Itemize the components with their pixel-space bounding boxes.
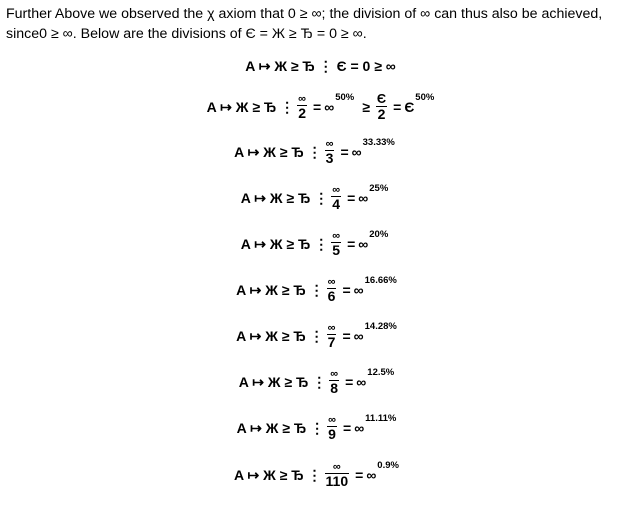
fraction-denominator: 3: [325, 150, 334, 166]
power-result: [351, 137, 395, 160]
equals-sign: =: [355, 467, 364, 483]
fraction-denominator: 7: [327, 334, 336, 350]
division-row-9: [0, 414, 637, 442]
equals-sign: =: [347, 236, 356, 252]
fraction-numerator: ∞: [327, 322, 336, 334]
fraction-denominator: 110: [325, 473, 349, 489]
ge-sign: ≥: [362, 99, 370, 115]
fraction: [331, 184, 341, 212]
power-result-2: [404, 92, 435, 115]
fraction: [325, 461, 350, 489]
power-base: ∞: [358, 236, 369, 252]
equation-lhs: A ↦ Ж ≥ Ђ ⋮: [236, 420, 325, 436]
fraction-numerator: ∞: [330, 368, 339, 380]
power-base: ∞: [354, 420, 365, 436]
division-row-6: [0, 276, 637, 304]
equals-sign: =: [340, 144, 349, 160]
power-base: Є: [404, 99, 415, 115]
power-exponent: 0.9%: [377, 460, 399, 471]
power-base: ∞: [356, 374, 367, 390]
equation-lhs: A ↦ Ж ≥ Ђ ⋮: [238, 374, 327, 390]
equals-sign: =: [393, 99, 402, 115]
division-row-110: [0, 461, 637, 489]
fraction-numerator: ∞: [328, 414, 336, 426]
division-row-3: [0, 138, 635, 166]
intro-line-2: since0 ≥ ∞. Below are the divisions of Є = Ж ≥ Ђ = 0 ≥ ∞.: [6, 26, 367, 42]
fraction-denominator: 2: [298, 105, 306, 121]
equation-lhs: A ↦ Ж ≥ Ђ ⋮: [206, 99, 295, 115]
power-base: ∞: [324, 99, 335, 115]
fraction-numerator: ∞: [298, 93, 307, 105]
fraction-numerator: Є: [376, 91, 387, 106]
power-exponent: 33.33%: [362, 137, 395, 148]
fraction-numerator: ∞: [332, 230, 341, 242]
fraction-numerator: ∞: [332, 461, 341, 473]
equals-sign: =: [345, 374, 354, 390]
power-result: [356, 367, 395, 390]
fraction-denominator: 4: [332, 196, 341, 212]
fraction-denominator: 5: [332, 242, 341, 258]
power-base: ∞: [353, 328, 364, 344]
fraction: [331, 230, 341, 258]
fraction: [325, 138, 335, 166]
power-result: [353, 275, 397, 298]
power-exponent: 25%: [369, 183, 389, 194]
equation-lhs: A ↦ Ж ≥ Ђ ⋮: [236, 282, 324, 298]
fraction: [297, 93, 307, 121]
intro-paragraph: [6, 4, 638, 44]
fraction-denominator: 9: [328, 426, 336, 442]
power-exponent: 12.5%: [367, 367, 395, 378]
power-base: ∞: [366, 467, 377, 483]
equation-lhs: A ↦ Ж ≥ Ђ ⋮: [240, 236, 329, 252]
equation-row-0: [0, 58, 641, 74]
power-base: ∞: [358, 190, 369, 206]
equation-row-1: [0, 92, 641, 122]
fraction: [327, 414, 337, 442]
division-row-7: [0, 322, 637, 350]
equals-sign: =: [343, 420, 352, 436]
power-result: [324, 92, 355, 115]
power-result: [353, 321, 397, 344]
intro-line-1: Further Above we observed the χ axiom that 0 ≥ ∞; the division of ∞ can thus also be achieved,: [6, 6, 603, 22]
equation-lhs: A ↦ Ж ≥ Ђ ⋮: [234, 467, 322, 483]
equation-lhs: A ↦ Ж ≥ Ђ ⋮: [234, 144, 322, 160]
equation-lhs: A ↦ Ж ≥ Ђ ⋮: [240, 190, 329, 206]
fraction: [329, 368, 339, 396]
division-row-4: [0, 184, 635, 212]
power-base: ∞: [353, 282, 364, 298]
fraction-denominator: 8: [330, 380, 339, 396]
power-result: [354, 413, 397, 436]
power-exponent: 14.28%: [364, 321, 397, 332]
power-exponent: 50%: [415, 92, 435, 103]
power-result: [358, 183, 389, 206]
fraction-numerator: ∞: [325, 138, 334, 150]
equals-sign: =: [342, 282, 351, 298]
fraction-denominator: 6: [327, 288, 336, 304]
equals-sign: =: [313, 99, 322, 115]
equals-sign: =: [342, 328, 351, 344]
equation-lhs: A ↦ Ж ≥ Ђ ⋮ Є = 0 ≥ ∞: [245, 58, 396, 74]
equation-lhs: A ↦ Ж ≥ Ђ ⋮: [236, 328, 324, 344]
power-result: [366, 460, 399, 483]
division-row-5: [0, 230, 635, 258]
power-exponent: 50%: [335, 92, 355, 103]
fraction-numerator: ∞: [327, 276, 336, 288]
power-exponent: 16.66%: [364, 275, 397, 286]
fraction-numerator: ∞: [332, 184, 341, 196]
power-result: [358, 229, 389, 252]
equals-sign: =: [347, 190, 356, 206]
power-exponent: 20%: [369, 229, 389, 240]
division-row-8: [0, 368, 637, 396]
power-base: ∞: [351, 144, 362, 160]
fraction-denominator: 2: [377, 106, 386, 122]
power-exponent: 11.11%: [365, 413, 397, 424]
fraction: [327, 276, 337, 304]
fraction: [327, 322, 337, 350]
fraction-2: [376, 92, 387, 122]
